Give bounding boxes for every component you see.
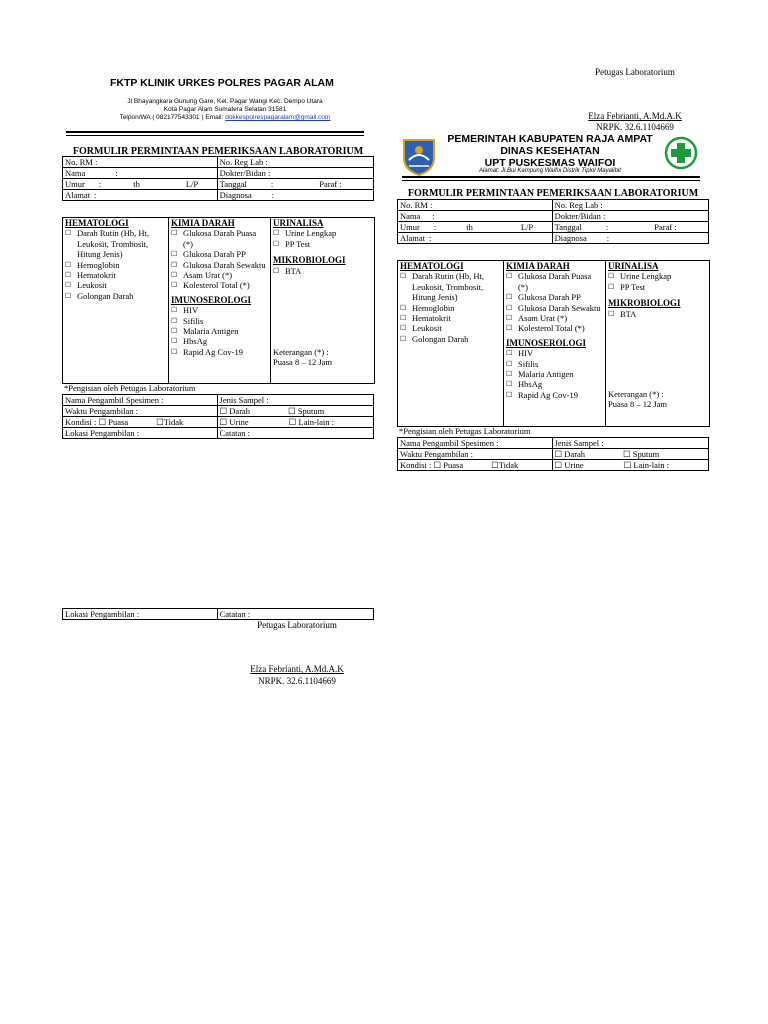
tanggal-label: Tanggal	[219, 179, 247, 189]
checkbox-icon[interactable]: ☐	[433, 460, 442, 470]
right-imuno-item-sifilis[interactable]: ☐ Sifilis	[506, 358, 539, 369]
puskesmas-address: Alamat: Jl.Bui Kampung Waifoi Distrik Tiplol Mayalibit	[479, 168, 621, 174]
hema-item-leukosit[interactable]: ☐ Leukosit	[65, 280, 107, 291]
right-keterangan-note: Keterangan (*) :	[608, 389, 664, 399]
header-divider-thin	[66, 135, 364, 136]
tanggal-field[interactable]	[217, 179, 373, 190]
umur-colon: :	[98, 179, 102, 189]
dinas-title: DINAS KESEHATAN	[500, 145, 600, 157]
right-no-reg-lab-field[interactable]: No. Reg Lab :	[552, 200, 708, 211]
right-jenis-sampel-field[interactable]: Jenis Sampel :	[552, 438, 708, 449]
right-patient-info-table	[397, 199, 709, 244]
checkbox-icon[interactable]: ☐	[400, 324, 407, 333]
bottom-catatan-field[interactable]: Catatan :	[217, 609, 373, 620]
right-sampel-urine-lain[interactable]: ☐ Urine ☐ Lain-lain :	[552, 460, 708, 471]
checkbox-icon[interactable]: ☐	[506, 314, 513, 323]
pengisian-note: *Pengisian oleh Petugas Laboratorium	[64, 383, 196, 393]
checkbox-icon[interactable]: ☐	[65, 260, 72, 269]
checkbox-icon[interactable]: ☐	[623, 449, 631, 459]
kimia-item-asam-urat[interactable]: ☐ Asam Urat (*)	[171, 270, 233, 281]
signature-bottom-nrpk: NRPK. 32.6.1104669	[258, 676, 336, 686]
right-hematologi-heading: HEMATOLOGI	[400, 261, 464, 271]
diagnosa-colon: :	[271, 190, 275, 200]
alamat-colon: :	[94, 190, 97, 200]
imuno-item-rapid-ag[interactable]: ☐ Rapid Ag Cov-19	[171, 346, 243, 357]
urin-item-lengkap[interactable]: ☐ Urine Lengkap	[273, 228, 337, 239]
kondisi-field[interactable]: Kondisi : ☐ Puasa ☐Tidak	[63, 417, 218, 428]
urinalisa-column	[271, 218, 374, 383]
checkbox-icon[interactable]: ☐	[171, 260, 178, 269]
checkbox-icon[interactable]: ☐	[506, 380, 513, 389]
checkbox-icon[interactable]: ☐	[608, 282, 615, 291]
checkbox-icon[interactable]: ☐	[273, 239, 280, 248]
checkbox-icon[interactable]: ☐	[506, 324, 513, 333]
right-header-divider	[402, 176, 700, 178]
checkbox-icon[interactable]: ☐	[273, 229, 280, 238]
checkbox-icon[interactable]: ☐	[288, 417, 297, 427]
checkbox-icon[interactable]: ☐	[65, 281, 72, 290]
right-specimen-table	[397, 437, 709, 471]
checkbox-icon[interactable]: ☐	[171, 229, 178, 238]
checkbox-icon[interactable]: ☐	[506, 293, 513, 302]
jenis-sampel-field[interactable]: Jenis Sampel :	[217, 395, 373, 406]
right-imuno-item-hiv[interactable]: ☐ HIV	[506, 348, 534, 359]
checkbox-icon[interactable]: ☐	[171, 347, 178, 356]
signature-top-name: Elza Febrianti, A.Md.A.K	[588, 111, 682, 121]
right-diagnosa-field[interactable]: Diagnosa :	[552, 233, 708, 244]
checkbox-icon[interactable]: ☐	[98, 417, 107, 427]
checkbox-icon[interactable]: ☐	[219, 417, 228, 427]
bottom-lokasi-field[interactable]: Lokasi Pengambilan :	[63, 609, 218, 620]
right-kondisi-field[interactable]: Kondisi : ☐ Puasa ☐Tidak	[398, 460, 553, 471]
right-pengambil-field[interactable]: Nama Pengambil Spesimen :	[398, 438, 553, 449]
dokter-field[interactable]: Dokter/Bidan :	[217, 168, 373, 179]
pengambil-field[interactable]: Nama Pengambil Spesimen :	[63, 395, 218, 406]
right-header-divider-thin	[402, 180, 700, 181]
right-imuno-item-hbsag[interactable]: ☐ HbsAg	[506, 379, 543, 390]
right-hema-item-golongan-darah[interactable]: ☐ Golongan Darah	[400, 333, 469, 344]
diagnosa-label: Diagnosa	[219, 190, 252, 200]
checkbox-icon[interactable]: ☐	[491, 460, 499, 470]
right-imuno-item-malaria[interactable]: ☐ Malaria Antigen	[506, 369, 574, 380]
checkbox-icon[interactable]: ☐	[171, 337, 178, 346]
no-reg-lab-field[interactable]: No. Reg Lab :	[217, 157, 373, 168]
right-hema-item-leukosit[interactable]: ☐ Leukosit	[400, 323, 442, 334]
lokasi-field[interactable]: Lokasi Pengambilan :	[63, 428, 218, 439]
checkbox-icon[interactable]: ☐	[273, 266, 280, 275]
umur-th: th	[133, 179, 140, 189]
right-kimia-heading: KIMIA DARAH	[506, 261, 570, 271]
hema-item-golongan-darah[interactable]: ☐ Golongan Darah	[65, 290, 134, 301]
clinic-phone: Telpon/WA ( 082177543301 ) Email:	[119, 114, 226, 121]
right-kimia-column	[504, 261, 606, 426]
alamat-label: Alamat	[65, 190, 91, 200]
checkbox-icon[interactable]: ☐	[288, 406, 296, 416]
kimia-item-glukosa-sewaktu[interactable]: ☐ Glukosa Darah Sewaktu	[171, 259, 266, 270]
sampel-darah-sputum[interactable]: ☐ Darah ☐ Sputum	[217, 406, 373, 417]
right-alamat-field[interactable]: Alamat :	[398, 233, 553, 244]
keterangan-note: Keterangan (*) :	[273, 347, 329, 357]
right-hema-item-darah-rutin[interactable]: ☐ Darah Rutin (Hb, Ht, Leukosit, Trombosit, Hitung Jenis)	[400, 271, 485, 303]
signature-bottom-role: Petugas Laboratorium	[257, 620, 337, 630]
right-hematologi-column	[398, 261, 504, 426]
signature-top-nrpk: NRPK. 32.6.1104669	[596, 122, 674, 132]
imuno-item-sifilis[interactable]: ☐ Sifilis	[171, 315, 204, 326]
hema-item-hematokrit[interactable]: ☐ Hematokrit	[65, 270, 116, 281]
checkbox-icon[interactable]: ☐	[219, 406, 228, 416]
signature-bottom-name: Elza Febrianti, A.Md.A.K	[250, 664, 344, 674]
header-divider	[66, 131, 364, 133]
checkbox-icon[interactable]: ☐	[506, 349, 513, 358]
waktu-field[interactable]: Waktu Pengambilan :	[63, 406, 218, 417]
hematologi-heading: HEMATOLOGI	[65, 218, 129, 228]
kimia-item-glukosa-pp[interactable]: ☐ Glukosa Darah PP	[171, 249, 246, 260]
form-title: FORMULIR PERMINTAAN PEMERIKSAAN LABORATORIUM	[72, 146, 364, 157]
imuno-item-hiv[interactable]: ☐ HIV	[171, 305, 199, 316]
checkbox-icon[interactable]: ☐	[65, 271, 72, 280]
checkbox-icon[interactable]: ☐	[506, 272, 513, 281]
catatan-field[interactable]: Catatan :	[217, 428, 373, 439]
right-kimia-item-kolesterol[interactable]: ☐ Kolesterol Total (*)	[506, 323, 585, 334]
urin-item-pp-test[interactable]: ☐ PP Test	[273, 238, 311, 249]
right-test-selection-box	[397, 260, 710, 427]
right-urinalisa-heading: URINALISA	[608, 261, 659, 271]
checkbox-icon[interactable]: ☐	[554, 460, 563, 470]
nama-colon: :	[115, 168, 118, 178]
checkbox-icon[interactable]: ☐	[623, 460, 632, 470]
alamat-field[interactable]	[63, 190, 218, 201]
sampel-urine-lain[interactable]: ☐ Urine ☐ Lain-lain :	[217, 417, 373, 428]
nama-field[interactable]	[63, 168, 218, 179]
right-waktu-field[interactable]: Waktu Pengambilan :	[398, 449, 553, 460]
health-cross-icon	[664, 136, 698, 170]
right-urin-item-pp-test[interactable]: ☐ PP Test	[608, 281, 646, 292]
hematologi-column	[63, 218, 169, 383]
signature-top-role: Petugas Laboratorium	[595, 67, 675, 77]
right-kimia-item-asam-urat[interactable]: ☐ Asam Urat (*)	[506, 313, 568, 324]
right-hema-item-hematokrit[interactable]: ☐ Hematokrit	[400, 313, 451, 324]
right-dokter-field[interactable]: Dokter/Bidan :	[552, 211, 708, 222]
clinic-address-line1: Jl Bhayangkara Gunung Gare, Kel. Pagar Wangi Kec. Dempo Utara	[127, 98, 323, 105]
right-umur-field[interactable]: Umur : th L/P	[398, 222, 553, 233]
clinic-address-line2: Kota Pagar Alam Sumatera Selatan 31581	[163, 106, 287, 113]
checkbox-icon[interactable]: ☐	[554, 449, 563, 459]
kimia-item-glukosa-puasa[interactable]: ☐ Glukosa Darah Puasa (*)	[171, 228, 257, 249]
right-imuno-item-rapid-ag[interactable]: ☐ Rapid Ag Cov-19	[506, 389, 578, 400]
imuno-item-malaria[interactable]: ☐ Malaria Antigen	[171, 326, 239, 337]
bottom-lokasi-table	[62, 608, 374, 620]
checkbox-icon[interactable]: ☐	[506, 370, 513, 379]
right-kimia-item-glukosa-pp[interactable]: ☐ Glukosa Darah PP	[506, 292, 581, 303]
right-mikro-item-bta[interactable]: ☐ BTA	[608, 308, 637, 319]
right-pengisian-note: *Pengisian oleh Petugas Laboratorium	[399, 426, 531, 436]
right-imunoserologi-heading: IMUNOSEROLOGI	[506, 337, 587, 348]
kimia-column	[169, 218, 271, 383]
right-urin-item-lengkap[interactable]: ☐ Urine Lengkap	[608, 271, 672, 282]
right-kimia-item-glukosa-puasa[interactable]: ☐ Glukosa Darah Puasa (*)	[506, 271, 592, 292]
right-nama-field[interactable]: Nama :	[398, 211, 553, 222]
clinic-contact-line	[60, 114, 390, 121]
umur-lp: L/P	[185, 179, 199, 189]
imuno-item-hbsag[interactable]: ☐ HbsAg	[171, 336, 208, 347]
clinic-email-link[interactable]: dokkespolrespagaralam@gmail.com	[225, 114, 331, 121]
hema-item-hemoglobin[interactable]: ☐ Hemoglobin	[65, 259, 120, 270]
checkbox-icon[interactable]: ☐	[65, 291, 72, 300]
right-tanggal-field[interactable]: Tanggal : Paraf :	[552, 222, 708, 233]
mikro-item-bta[interactable]: ☐ BTA	[273, 265, 302, 276]
tanggal-colon: :	[270, 179, 274, 189]
checkbox-icon[interactable]: ☐	[171, 327, 178, 336]
checkbox-icon[interactable]: ☐	[506, 303, 513, 312]
pemkab-title: PEMERINTAH KABUPATEN RAJA AMPAT	[447, 133, 653, 145]
checkbox-icon[interactable]: ☐	[506, 359, 513, 368]
checkbox-icon[interactable]: ☐	[506, 390, 513, 399]
nama-label: Nama	[65, 168, 86, 178]
checkbox-icon[interactable]: ☐	[400, 272, 407, 281]
test-selection-box	[62, 217, 375, 384]
puskesmas-title: UPT PUSKESMAS WAIFOI	[484, 157, 616, 169]
regency-emblem-icon	[401, 136, 437, 176]
checkbox-icon[interactable]: ☐	[171, 281, 178, 290]
checkbox-icon[interactable]: ☐	[171, 306, 178, 315]
mikrobiologi-heading: MIKROBIOLOGI	[273, 255, 346, 266]
umur-field[interactable]	[63, 179, 218, 190]
specimen-table	[62, 394, 374, 439]
paraf-label: Paraf :	[319, 179, 342, 189]
urinalisa-heading: URINALISA	[273, 218, 324, 228]
puasa-note: Puasa 8 – 12 Jam	[273, 357, 333, 367]
right-sampel-darah-sputum[interactable]: ☐ Darah ☐ Sputum	[552, 449, 708, 460]
checkbox-icon[interactable]: ☐	[156, 417, 164, 427]
right-hema-item-hemoglobin[interactable]: ☐ Hemoglobin	[400, 302, 455, 313]
clinic-title: FKTP KLINIK URKES POLRES PAGAR ALAM	[110, 77, 334, 89]
right-no-rm-field[interactable]: No. RM :	[398, 200, 553, 211]
checkbox-icon[interactable]: ☐	[608, 309, 615, 318]
checkbox-icon[interactable]: ☐	[608, 272, 615, 281]
checkbox-icon[interactable]: ☐	[65, 229, 72, 238]
checkbox-icon[interactable]: ☐	[400, 314, 407, 323]
umur-label: Umur	[65, 179, 85, 189]
checkbox-icon[interactable]: ☐	[400, 303, 407, 312]
right-mikrobiologi-heading: MIKROBIOLOGI	[608, 298, 681, 309]
checkbox-icon[interactable]: ☐	[400, 334, 407, 343]
diagnosa-field[interactable]	[217, 190, 373, 201]
right-puasa-note: Puasa 8 – 12 Jam	[608, 399, 668, 409]
checkbox-icon[interactable]: ☐	[171, 250, 178, 259]
right-urinalisa-column	[606, 261, 709, 426]
right-kimia-item-glukosa-sewaktu[interactable]: ☐ Glukosa Darah Sewaktu	[506, 302, 601, 313]
imunoserologi-heading: IMUNOSEROLOGI	[171, 294, 252, 305]
checkbox-icon[interactable]: ☐	[171, 316, 178, 325]
hema-item-darah-rutin[interactable]: ☐ Darah Rutin (Hb, Ht, Leukosit, Trombosit, Hitung Jenis)	[65, 228, 150, 260]
no-rm-field[interactable]: No. RM :	[63, 157, 218, 168]
patient-info-table	[62, 156, 374, 201]
right-form-title: FORMULIR PERMINTAAN PEMERIKSAAN LABORATORIUM	[407, 188, 699, 199]
kimia-item-kolesterol[interactable]: ☐ Kolesterol Total (*)	[171, 280, 250, 291]
kimia-heading: KIMIA DARAH	[171, 218, 235, 228]
checkbox-icon[interactable]: ☐	[171, 271, 178, 280]
